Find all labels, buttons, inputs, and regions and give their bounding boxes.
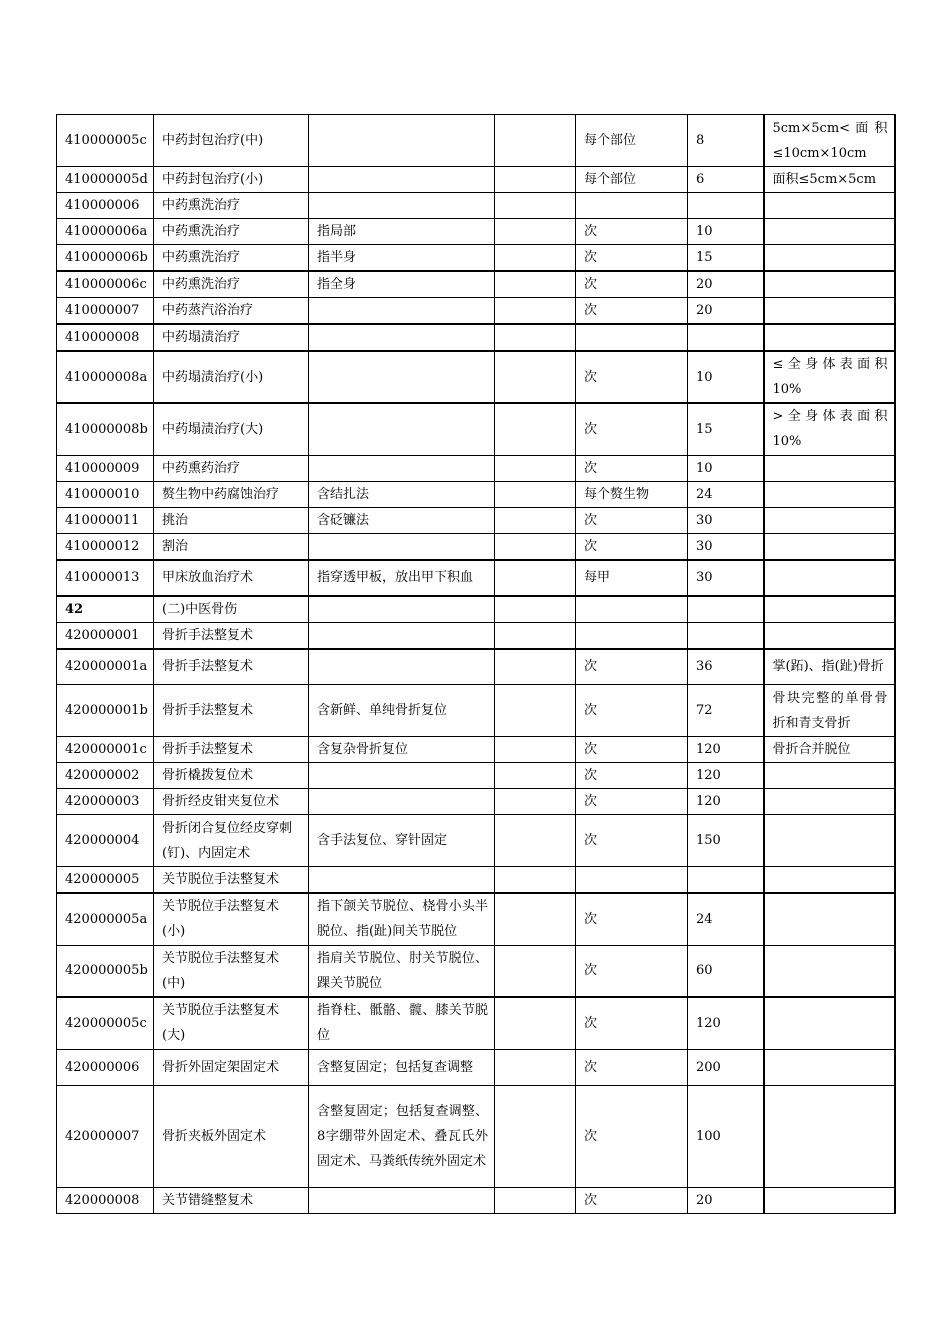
- cell-price: 120: [688, 789, 764, 815]
- cell-name: 关节脱位手法整复术(中): [154, 945, 309, 997]
- table-row: [57, 867, 895, 894]
- cell-name: 中药塌渍治疗(小): [154, 351, 309, 403]
- cell-excl: [495, 219, 576, 245]
- cell-unit: 次: [576, 403, 688, 455]
- cell-content: [309, 193, 495, 219]
- cell-note: [764, 815, 895, 867]
- cell-excl: [495, 167, 576, 193]
- cell-code: 410000006: [57, 193, 154, 219]
- cell-note: [764, 763, 895, 789]
- cell-unit: 每个部位: [576, 115, 688, 167]
- cell-content: 含手法复位、穿针固定: [309, 815, 495, 867]
- cell-note: 5cm×5cm< 面 积≤10cm×10cm: [764, 115, 895, 167]
- cell-unit: [576, 622, 688, 649]
- table-row: [57, 763, 895, 789]
- cell-unit: 每甲: [576, 560, 688, 596]
- cell-unit: 次: [576, 533, 688, 560]
- cell-note: [764, 271, 895, 298]
- cell-name: 骨折手法整复术: [154, 622, 309, 649]
- cell-code: 420000001: [57, 622, 154, 649]
- cell-name: 骨折夹板外固定术: [154, 1085, 309, 1187]
- cell-note: [764, 1085, 895, 1187]
- cell-unit: 次: [576, 455, 688, 481]
- cell-excl: [495, 997, 576, 1049]
- cell-code: 420000002: [57, 763, 154, 789]
- cell-code: 420000001a: [57, 649, 154, 685]
- table-row: [57, 560, 895, 596]
- table-row: [57, 737, 895, 763]
- cell-content: [309, 403, 495, 455]
- table-row: [57, 1187, 895, 1213]
- table-row: [57, 789, 895, 815]
- cell-note: [764, 507, 895, 533]
- cell-note: [764, 193, 895, 219]
- cell-note: >全身体表面积10%: [764, 403, 895, 455]
- cell-unit: 次: [576, 1085, 688, 1187]
- cell-price: 24: [688, 481, 764, 507]
- cell-name: 骨折手法整复术: [154, 649, 309, 685]
- cell-name: 中药蒸汽浴治疗: [154, 298, 309, 325]
- cell-name: 挑治: [154, 507, 309, 533]
- cell-name: 中药熏洗治疗: [154, 219, 309, 245]
- cell-content: [309, 763, 495, 789]
- cell-price: [688, 193, 764, 219]
- cell-price: [688, 324, 764, 351]
- cell-content: [309, 789, 495, 815]
- cell-content: 指局部: [309, 219, 495, 245]
- cell-code: 410000006a: [57, 219, 154, 245]
- cell-unit: 次: [576, 351, 688, 403]
- cell-name: 骨折手法整复术: [154, 685, 309, 737]
- cell-note: [764, 560, 895, 596]
- cell-price: 60: [688, 945, 764, 997]
- cell-note: [764, 533, 895, 560]
- cell-content: [309, 115, 495, 167]
- cell-unit: 次: [576, 271, 688, 298]
- cell-price: 15: [688, 403, 764, 455]
- cell-name: 关节错缝整复术: [154, 1187, 309, 1213]
- cell-code: 410000006b: [57, 245, 154, 272]
- cell-code: 410000006c: [57, 271, 154, 298]
- cell-name: 中药塌渍治疗: [154, 324, 309, 351]
- cell-note: [764, 867, 895, 894]
- cell-excl: [495, 596, 576, 623]
- table-row: [57, 167, 895, 193]
- fee-table-body: [57, 115, 895, 1214]
- cell-name: 骨折橇拨复位术: [154, 763, 309, 789]
- cell-content: 指肩关节脱位、肘关节脱位、踝关节脱位: [309, 945, 495, 997]
- cell-note: [764, 298, 895, 325]
- cell-excl: [495, 893, 576, 945]
- cell-code: 410000005d: [57, 167, 154, 193]
- table-row: [57, 596, 895, 623]
- table-row: [57, 945, 895, 997]
- cell-code: 420000005c: [57, 997, 154, 1049]
- cell-unit: 次: [576, 737, 688, 763]
- cell-unit: 次: [576, 245, 688, 272]
- cell-price: [688, 596, 764, 623]
- cell-name: 骨折经皮钳夹复位术: [154, 789, 309, 815]
- table-row: [57, 893, 895, 945]
- cell-price: 6: [688, 167, 764, 193]
- table-row: [57, 481, 895, 507]
- cell-price: 20: [688, 271, 764, 298]
- cell-excl: [495, 271, 576, 298]
- cell-content: [309, 867, 495, 894]
- cell-content: [309, 533, 495, 560]
- cell-excl: [495, 560, 576, 596]
- table-row: [57, 533, 895, 560]
- cell-excl: [495, 507, 576, 533]
- cell-note: [764, 945, 895, 997]
- cell-code: 420000005: [57, 867, 154, 894]
- cell-content: 指脊柱、骶骼、髋、膝关节脱位: [309, 997, 495, 1049]
- cell-unit: 次: [576, 815, 688, 867]
- cell-content: 含新鲜、单纯骨折复位: [309, 685, 495, 737]
- table-row: [57, 351, 895, 403]
- cell-excl: [495, 685, 576, 737]
- cell-note: [764, 245, 895, 272]
- cell-code: 420000001c: [57, 737, 154, 763]
- cell-name: 关节脱位手法整复术(大): [154, 997, 309, 1049]
- cell-content: [309, 351, 495, 403]
- cell-excl: [495, 193, 576, 219]
- cell-content: 指全身: [309, 271, 495, 298]
- cell-excl: [495, 245, 576, 272]
- cell-note: 骨块完整的单骨骨折和青支骨折: [764, 685, 895, 737]
- cell-code: 410000008a: [57, 351, 154, 403]
- cell-code: 410000008b: [57, 403, 154, 455]
- cell-price: 10: [688, 455, 764, 481]
- table-row: [57, 245, 895, 272]
- cell-excl: [495, 867, 576, 894]
- cell-unit: 次: [576, 945, 688, 997]
- cell-price: 15: [688, 245, 764, 272]
- cell-note: [764, 219, 895, 245]
- cell-content: [309, 324, 495, 351]
- cell-note: [764, 1187, 895, 1213]
- cell-note: [764, 997, 895, 1049]
- cell-note: 面积≤5cm×5cm: [764, 167, 895, 193]
- cell-code: 420000005b: [57, 945, 154, 997]
- cell-code: 410000005c: [57, 115, 154, 167]
- cell-name: (二)中医骨伤: [154, 596, 309, 623]
- cell-excl: [495, 649, 576, 685]
- table-row: [57, 271, 895, 298]
- cell-content: [309, 596, 495, 623]
- cell-price: 30: [688, 533, 764, 560]
- cell-code: 420000008: [57, 1187, 154, 1213]
- cell-price: [688, 867, 764, 894]
- cell-name: 甲床放血治疗术: [154, 560, 309, 596]
- cell-name: 中药熏药治疗: [154, 455, 309, 481]
- cell-price: 36: [688, 649, 764, 685]
- table-row: [57, 219, 895, 245]
- cell-price: 120: [688, 997, 764, 1049]
- cell-excl: [495, 945, 576, 997]
- cell-content: [309, 455, 495, 481]
- cell-code: 410000011: [57, 507, 154, 533]
- cell-price: 30: [688, 560, 764, 596]
- cell-price: 10: [688, 351, 764, 403]
- cell-excl: [495, 533, 576, 560]
- cell-code: 420000005a: [57, 893, 154, 945]
- cell-code: 410000012: [57, 533, 154, 560]
- cell-unit: 次: [576, 298, 688, 325]
- cell-name: 中药熏洗治疗: [154, 245, 309, 272]
- table-row: [57, 403, 895, 455]
- cell-unit: [576, 596, 688, 623]
- cell-name: 中药封包治疗(小): [154, 167, 309, 193]
- table-row: [57, 622, 895, 649]
- cell-unit: 次: [576, 507, 688, 533]
- cell-code: 420000003: [57, 789, 154, 815]
- cell-price: 72: [688, 685, 764, 737]
- cell-name: 割治: [154, 533, 309, 560]
- cell-content: [309, 649, 495, 685]
- cell-note: [764, 324, 895, 351]
- cell-price: 120: [688, 763, 764, 789]
- cell-unit: [576, 867, 688, 894]
- cell-content: 含整复固定；包括复查调整、8字绷带外固定术、叠瓦氏外固定术、马粪纸传统外固定术: [309, 1085, 495, 1187]
- cell-code: 410000009: [57, 455, 154, 481]
- cell-content: [309, 1187, 495, 1213]
- cell-price: 150: [688, 815, 764, 867]
- cell-price: 100: [688, 1085, 764, 1187]
- table-row: [57, 507, 895, 533]
- cell-excl: [495, 737, 576, 763]
- cell-code: 420000006: [57, 1049, 154, 1085]
- cell-code: 420000007: [57, 1085, 154, 1187]
- cell-code: 420000001b: [57, 685, 154, 737]
- table-row: [57, 685, 895, 737]
- cell-content: 含结扎法: [309, 481, 495, 507]
- table-row: [57, 324, 895, 351]
- cell-name: 中药熏洗治疗: [154, 193, 309, 219]
- cell-name: 赘生物中药腐蚀治疗: [154, 481, 309, 507]
- table-row: [57, 997, 895, 1049]
- table-row: [57, 193, 895, 219]
- cell-excl: [495, 298, 576, 325]
- cell-price: 20: [688, 1187, 764, 1213]
- cell-unit: 次: [576, 649, 688, 685]
- cell-content: 含复杂骨折复位: [309, 737, 495, 763]
- cell-note: ≤全身体表面积10%: [764, 351, 895, 403]
- cell-price: 200: [688, 1049, 764, 1085]
- cell-note: [764, 789, 895, 815]
- cell-unit: 次: [576, 1187, 688, 1213]
- cell-excl: [495, 403, 576, 455]
- table-row: [57, 649, 895, 685]
- cell-excl: [495, 763, 576, 789]
- cell-excl: [495, 789, 576, 815]
- cell-note: [764, 455, 895, 481]
- cell-code: 420000004: [57, 815, 154, 867]
- cell-unit: [576, 324, 688, 351]
- cell-excl: [495, 815, 576, 867]
- cell-note: [764, 1049, 895, 1085]
- table-row: [57, 1049, 895, 1085]
- cell-code: 410000007: [57, 298, 154, 325]
- cell-name: 骨折外固定架固定术: [154, 1049, 309, 1085]
- cell-excl: [495, 1085, 576, 1187]
- cell-code: 410000013: [57, 560, 154, 596]
- cell-unit: 每个赘生物: [576, 481, 688, 507]
- cell-unit: 次: [576, 763, 688, 789]
- cell-content: 含砭镰法: [309, 507, 495, 533]
- cell-name: 中药塌渍治疗(大): [154, 403, 309, 455]
- cell-excl: [495, 455, 576, 481]
- cell-content: 指半身: [309, 245, 495, 272]
- cell-unit: 次: [576, 219, 688, 245]
- cell-content: 指穿透甲板，放出甲下积血: [309, 560, 495, 596]
- cell-code: 42: [57, 596, 154, 623]
- table-row: [57, 115, 895, 167]
- cell-name: 关节脱位手法整复术(小): [154, 893, 309, 945]
- cell-unit: 次: [576, 685, 688, 737]
- cell-unit: 次: [576, 1049, 688, 1085]
- cell-price: 120: [688, 737, 764, 763]
- cell-name: 骨折手法整复术: [154, 737, 309, 763]
- cell-note: [764, 893, 895, 945]
- cell-excl: [495, 324, 576, 351]
- cell-excl: [495, 1187, 576, 1213]
- cell-excl: [495, 1049, 576, 1085]
- cell-unit: 每个部位: [576, 167, 688, 193]
- cell-unit: [576, 193, 688, 219]
- cell-code: 410000010: [57, 481, 154, 507]
- cell-price: 30: [688, 507, 764, 533]
- cell-unit: 次: [576, 789, 688, 815]
- cell-code: 410000008: [57, 324, 154, 351]
- cell-name: 骨折闭合复位经皮穿刺(钉)、内固定术: [154, 815, 309, 867]
- cell-price: 8: [688, 115, 764, 167]
- cell-note: [764, 481, 895, 507]
- cell-excl: [495, 481, 576, 507]
- cell-price: 20: [688, 298, 764, 325]
- cell-excl: [495, 622, 576, 649]
- cell-content: 含整复固定；包括复查调整: [309, 1049, 495, 1085]
- table-row: [57, 298, 895, 325]
- cell-name: 中药熏洗治疗: [154, 271, 309, 298]
- cell-content: [309, 622, 495, 649]
- cell-name: 关节脱位手法整复术: [154, 867, 309, 894]
- cell-unit: 次: [576, 893, 688, 945]
- cell-note: [764, 622, 895, 649]
- cell-price: 10: [688, 219, 764, 245]
- cell-unit: 次: [576, 997, 688, 1049]
- cell-note: 骨折合并脱位: [764, 737, 895, 763]
- table-row: [57, 815, 895, 867]
- cell-content: 指下颌关节脱位、桡骨小头半脱位、指(趾)间关节脱位: [309, 893, 495, 945]
- cell-content: [309, 298, 495, 325]
- cell-name: 中药封包治疗(中): [154, 115, 309, 167]
- table-row: [57, 1085, 895, 1187]
- cell-price: 24: [688, 893, 764, 945]
- table-row: [57, 455, 895, 481]
- fee-table: [56, 114, 896, 1214]
- cell-content: [309, 167, 495, 193]
- cell-price: [688, 622, 764, 649]
- cell-excl: [495, 115, 576, 167]
- cell-note: 掌(跖)、指(趾)骨折: [764, 649, 895, 685]
- cell-excl: [495, 351, 576, 403]
- cell-note: [764, 596, 895, 623]
